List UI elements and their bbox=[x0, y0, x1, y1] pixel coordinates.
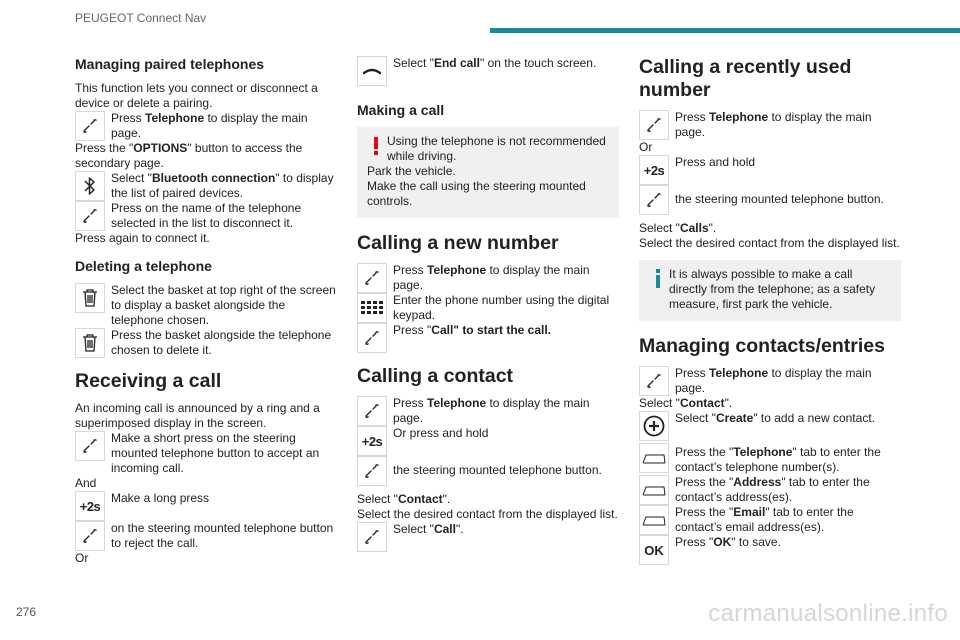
section-title-deleting: Deleting a telephone bbox=[75, 258, 212, 274]
step-row: Press the "Address" tab to enter the contact’s address(es). bbox=[639, 475, 901, 505]
header-accent-bar bbox=[490, 28, 960, 33]
tab-icon bbox=[639, 475, 669, 505]
step-row: Press "Call" to start the call. bbox=[357, 323, 619, 353]
step-row: OK Press "OK" to save. bbox=[639, 535, 901, 565]
section-title-receiving: Receiving a call bbox=[75, 370, 222, 392]
watermark: carmanualsonline.info bbox=[708, 600, 948, 627]
step-row: Press the "Email" tab to enter the contact’s email address(es). bbox=[639, 505, 901, 535]
phone-handset-icon bbox=[357, 396, 387, 426]
long-press-icon: +2s bbox=[639, 155, 669, 185]
phone-handset-icon bbox=[75, 201, 105, 231]
step-row: Select "Call". bbox=[357, 522, 619, 552]
paragraph: Select the desired contact from the displayed list. bbox=[639, 236, 900, 250]
basket-icon bbox=[75, 283, 105, 313]
ok-button-icon: OK bbox=[639, 535, 669, 565]
step-row: Make a short press on the steering mounted telephone button to accept an incoming call. bbox=[75, 431, 337, 476]
warning-exclamation-icon bbox=[367, 134, 385, 156]
paragraph: Press the "OPTIONS" button to access the secondary page. bbox=[75, 141, 303, 170]
page-number: 276 bbox=[16, 605, 37, 619]
paragraph: And bbox=[75, 476, 97, 490]
paragraph: An incoming call is announced by a ring and a superimposed display in the screen. bbox=[75, 401, 320, 430]
phone-handset-icon bbox=[357, 323, 387, 353]
section-title-new-number: Calling a new number bbox=[357, 232, 559, 254]
paragraph: Press again to connect it. bbox=[75, 231, 210, 245]
step-row: Select the basket at top right of the screen to display a basket alongside the telephone chosen. bbox=[75, 283, 337, 328]
paragraph: Select "Calls". bbox=[639, 221, 717, 235]
tab-icon bbox=[639, 505, 669, 535]
info-box: It is always possible to make a call directly from the telephone; as a safety measure, first park the vehicle. bbox=[639, 260, 901, 321]
section-title-calling-contact: Calling a contact bbox=[357, 365, 514, 387]
phone-handset-icon bbox=[357, 456, 387, 486]
step-row: Press Telephone to display the main page. bbox=[75, 111, 337, 141]
step-row: Press Telephone to display the main page. bbox=[357, 263, 619, 293]
paragraph: Select "Contact". bbox=[639, 396, 733, 410]
step-row: +2s Or press and hold bbox=[357, 426, 619, 456]
phone-handset-icon bbox=[639, 366, 669, 396]
paragraph: Select "Contact". bbox=[357, 492, 451, 506]
long-press-icon: +2s bbox=[75, 491, 105, 521]
step-row: Select "Bluetooth connection" to display the list of paired devices. bbox=[75, 171, 337, 201]
phone-handset-icon bbox=[75, 521, 105, 551]
section-title-managing-paired: Managing paired telephones bbox=[75, 56, 265, 72]
phone-handset-icon bbox=[639, 185, 669, 215]
paragraph: Or bbox=[639, 140, 653, 154]
step-row: Press Telephone to display the main page. bbox=[639, 366, 901, 396]
add-plus-icon bbox=[639, 411, 669, 441]
step-row: Press the basket alongside the telephone chosen to delete it. bbox=[75, 328, 337, 358]
section-title-recent-number: Calling a recently used number bbox=[639, 56, 852, 101]
step-row: the steering mounted telephone button. bbox=[639, 185, 901, 215]
paragraph: This function lets you connect or disconnect a device or delete a pairing. bbox=[75, 81, 318, 110]
running-header-title: PEUGEOT Connect Nav bbox=[75, 11, 207, 25]
keypad-icon bbox=[357, 293, 387, 323]
step-row: the steering mounted telephone button. bbox=[357, 456, 619, 486]
basket-icon bbox=[75, 328, 105, 358]
step-row: Press the "Telephone" tab to enter the contact’s telephone number(s). bbox=[639, 443, 901, 475]
phone-handset-icon bbox=[357, 263, 387, 293]
section-title-making-call: Making a call bbox=[357, 102, 445, 118]
step-row: Press Telephone to display the main page. bbox=[357, 396, 619, 426]
column-3 bbox=[639, 56, 901, 565]
step-row: Enter the phone number using the digital keypad. bbox=[357, 293, 619, 323]
warning-box: Using the telephone is not recommended while driving. Park the vehicle. Make the call using the steering mounted controls. bbox=[357, 127, 619, 218]
phone-handset-icon bbox=[75, 111, 105, 141]
end-call-icon bbox=[357, 56, 387, 86]
column-2 bbox=[357, 56, 619, 552]
phone-handset-icon bbox=[75, 431, 105, 461]
phone-handset-icon bbox=[357, 522, 387, 552]
tab-icon bbox=[639, 443, 669, 473]
long-press-icon: +2s bbox=[357, 426, 387, 456]
bluetooth-icon bbox=[75, 171, 105, 201]
step-row: Select "End call" on the touch screen. bbox=[357, 56, 619, 86]
column-1 bbox=[75, 56, 337, 566]
step-row: Press Telephone to display the main page. bbox=[639, 110, 901, 140]
step-row: on the steering mounted telephone button to reject the call. bbox=[75, 521, 337, 551]
step-row: +2s Make a long press bbox=[75, 491, 337, 521]
step-row: Select "Create" to add a new contact. bbox=[639, 411, 901, 441]
paragraph: Or bbox=[75, 551, 89, 565]
step-row: +2s Press and hold bbox=[639, 155, 901, 185]
step-row: Press on the name of the telephone selected in the list to disconnect it. bbox=[75, 201, 337, 231]
phone-handset-icon bbox=[639, 110, 669, 140]
section-title-managing-contacts: Managing contacts/entries bbox=[639, 335, 885, 357]
info-icon bbox=[649, 267, 667, 289]
paragraph: Select the desired contact from the displayed list. bbox=[357, 507, 618, 521]
